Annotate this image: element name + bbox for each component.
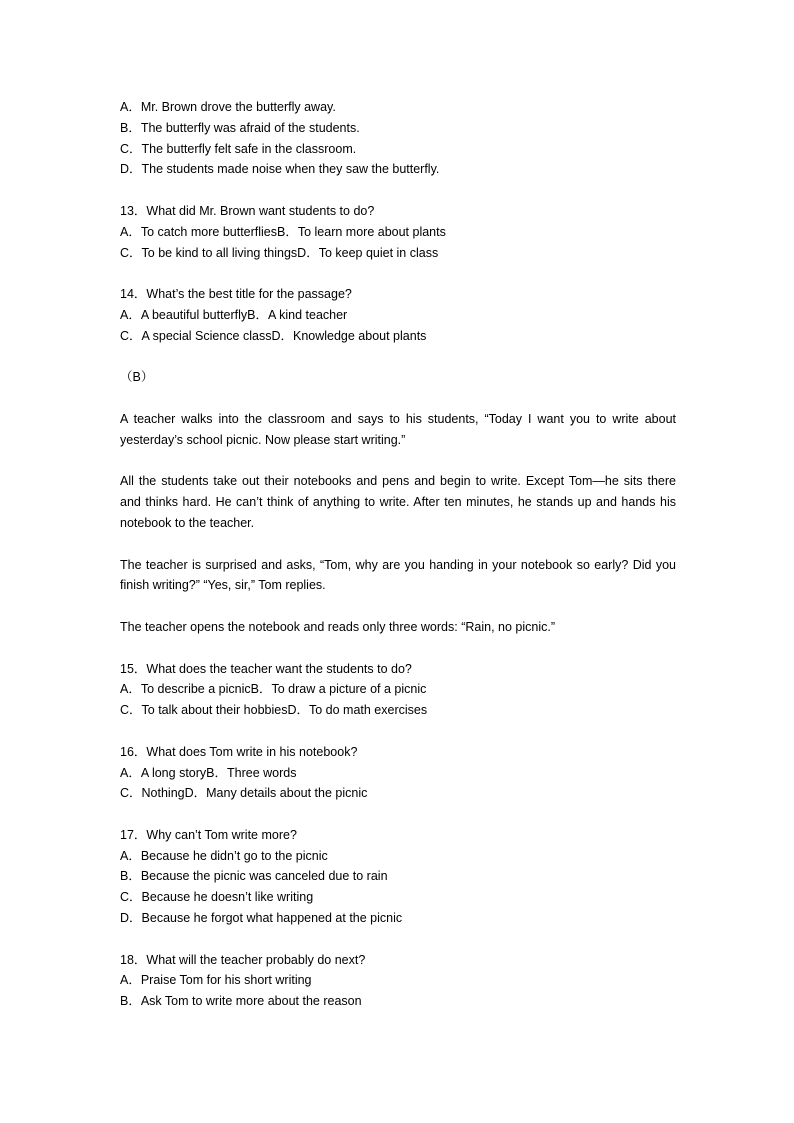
option-12a: A．Mr. Brown drove the butterfly away.: [120, 100, 336, 114]
option-14-cd: C．A special Science classD．Knowledge about plants: [120, 328, 427, 343]
question-14-text: 14．What’s the best title for the passage?: [120, 287, 352, 302]
option-15-ab: A．To describe a picnicB．To draw a picture of a picnic: [120, 682, 427, 697]
question-12-options: [120, 97, 676, 180]
option-12b: B．The butterfly was afraid of the students.: [120, 120, 360, 135]
option-17b: B．Because the picnic was canceled due to rain: [120, 869, 388, 884]
option-17d: D．Because he forgot what happened at the picnic: [120, 911, 403, 926]
option-18a: A．Praise Tom for his short writing: [120, 973, 312, 988]
option-14-ab: A．A beautiful butterflyB．A kind teacher: [120, 307, 348, 322]
option-12c: C．The butterfly felt safe in the classroom.: [120, 141, 357, 156]
question-15: [120, 659, 676, 721]
passage-paragraph-4: The teacher opens the notebook and reads only three words: “Rain, no picnic.”: [120, 619, 555, 634]
option-16-cd: C．NothingD．Many details about the picnic: [120, 786, 368, 801]
reading-passage-b: [120, 409, 676, 638]
option-12d: D．The students made noise when they saw the butterfly.: [120, 162, 440, 177]
question-17: [120, 825, 676, 929]
question-15-text: 15．What does the teacher want the students to do?: [120, 661, 412, 676]
option-17c: C．Because he doesn’t like writing: [120, 890, 314, 905]
question-18: [120, 950, 676, 1012]
question-16: [120, 742, 676, 804]
option-13-ab: A．To catch more butterfliesB．To learn more about plants: [120, 224, 446, 239]
passage-paragraph-2: All the students take out their notebooks and pens and begin to write. Except Tom—he sits there and thinks hard. He can’t think of anything to write. After ten minutes, he stands up and hands his notebook to the teacher.: [120, 474, 676, 530]
question-18-text: 18．What will the teacher probably do next?: [120, 952, 366, 967]
option-18b: B．Ask Tom to write more about the reason: [120, 994, 362, 1009]
question-17-text: 17．Why can’t Tom write more?: [120, 827, 297, 842]
passage-paragraph-3: The teacher is surprised and asks, “Tom, why are you handing in your notebook so early? Did you finish writing?” “Yes, sir,” Tom replies.: [120, 557, 676, 593]
option-13-cd: C．To be kind to all living thingsD．To keep quiet in class: [120, 245, 439, 260]
section-b-heading: （B）: [120, 370, 154, 385]
question-14: [120, 284, 676, 346]
question-13-text: 13．What did Mr. Brown want students to do?: [120, 203, 375, 218]
page-content: [120, 97, 676, 1012]
option-17a: A．Because he didn’t go to the picnic: [120, 848, 328, 863]
question-13: [120, 201, 676, 263]
option-16-ab: A．A long storyB．Three words: [120, 765, 297, 780]
passage-paragraph-1: A teacher walks into the classroom and says to his students, “Today I want you to write about yesterday’s school picnic. Now please start writing.”: [120, 411, 676, 447]
option-15-cd: C．To talk about their hobbiesD．To do math exercises: [120, 703, 428, 718]
question-16-text: 16．What does Tom write in his notebook?: [120, 744, 358, 759]
